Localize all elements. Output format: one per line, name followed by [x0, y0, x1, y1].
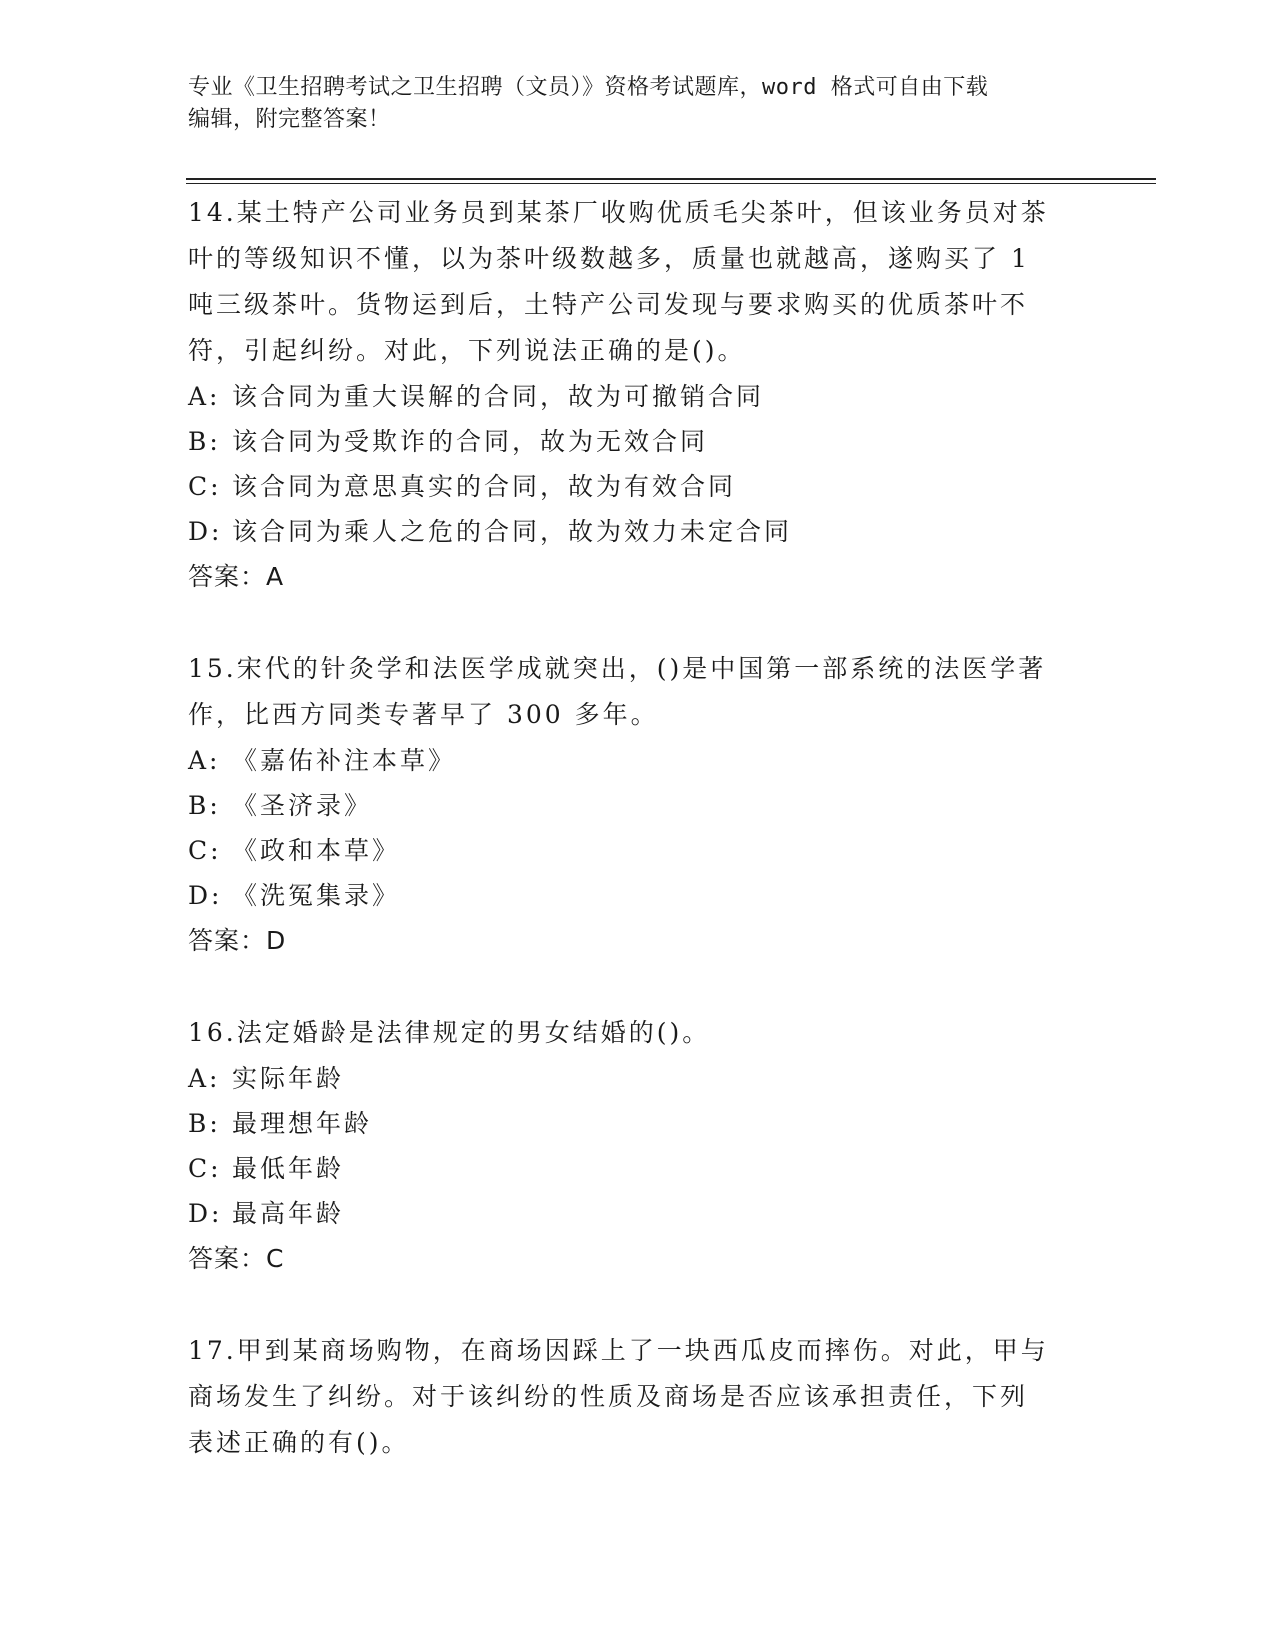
header-line-2: 编辑，附完整答案！: [188, 107, 391, 132]
option-c: C: 最低年龄: [188, 1154, 345, 1183]
answer-value: A: [266, 562, 285, 591]
question-16: [188, 1010, 1088, 1282]
option-a: A: 《嘉佑补注本草》: [188, 746, 457, 775]
question-list: [188, 190, 1088, 1512]
option-d: D: 最高年龄: [188, 1199, 345, 1228]
document-header: [188, 72, 1088, 136]
option-c: C: 《政和本草》: [188, 836, 401, 865]
header-divider: [186, 178, 1156, 184]
option-d: D: 该合同为乘人之危的合同，故为效力未定合同: [188, 517, 793, 546]
question-stem: 17.甲到某商场购物，在商场因踩上了一块西瓜皮而摔伤。对此，甲与 商场发生了纠纷。对于该纠纷的性质及商场是否应该承担责任，下列 表述正确的有()。: [188, 1336, 1049, 1457]
answer-line: 答案：A: [188, 562, 285, 591]
answer-line: 答案：D: [188, 926, 287, 955]
option-a: A: 该合同为重大误解的合同，故为可撤销合同: [188, 382, 765, 411]
question-14: [188, 190, 1088, 600]
question-17: [188, 1328, 1088, 1466]
answer-value: D: [266, 926, 287, 955]
question-stem: 14.某土特产公司业务员到某茶厂收购优质毛尖茶叶，但该业务员对茶 叶的等级知识不懂，以为茶叶级数越多，质量也就越高，遂购买了 1 吨三级茶叶。货物运到后，土特产公司发现与要求购买的优质茶叶不 符，引起纠纷。对此，下列说法正确的是()。: [188, 198, 1049, 365]
answer-value: C: [266, 1244, 285, 1273]
header-line-1: 专业《卫生招聘考试之卫生招聘（文员）》资格考试题库，word 格式可自由下载: [188, 75, 989, 100]
option-b: B: 该合同为受欺诈的合同，故为无效合同: [188, 427, 709, 456]
option-b: B: 《圣济录》: [188, 791, 373, 820]
question-stem: 15.宋代的针灸学和法医学成就突出，()是中国第一部系统的法医学著 作，比西方同类专著早了 300 多年。: [188, 654, 1047, 729]
answer-line: 答案：C: [188, 1244, 285, 1273]
option-a: A: 实际年龄: [188, 1064, 345, 1093]
question-15: [188, 646, 1088, 964]
question-stem: 16.法定婚龄是法律规定的男女结婚的()。: [188, 1018, 711, 1047]
option-b: B: 最理想年龄: [188, 1109, 373, 1138]
option-d: D: 《洗冤集录》: [188, 881, 401, 910]
option-c: C: 该合同为意思真实的合同，故为有效合同: [188, 472, 737, 501]
